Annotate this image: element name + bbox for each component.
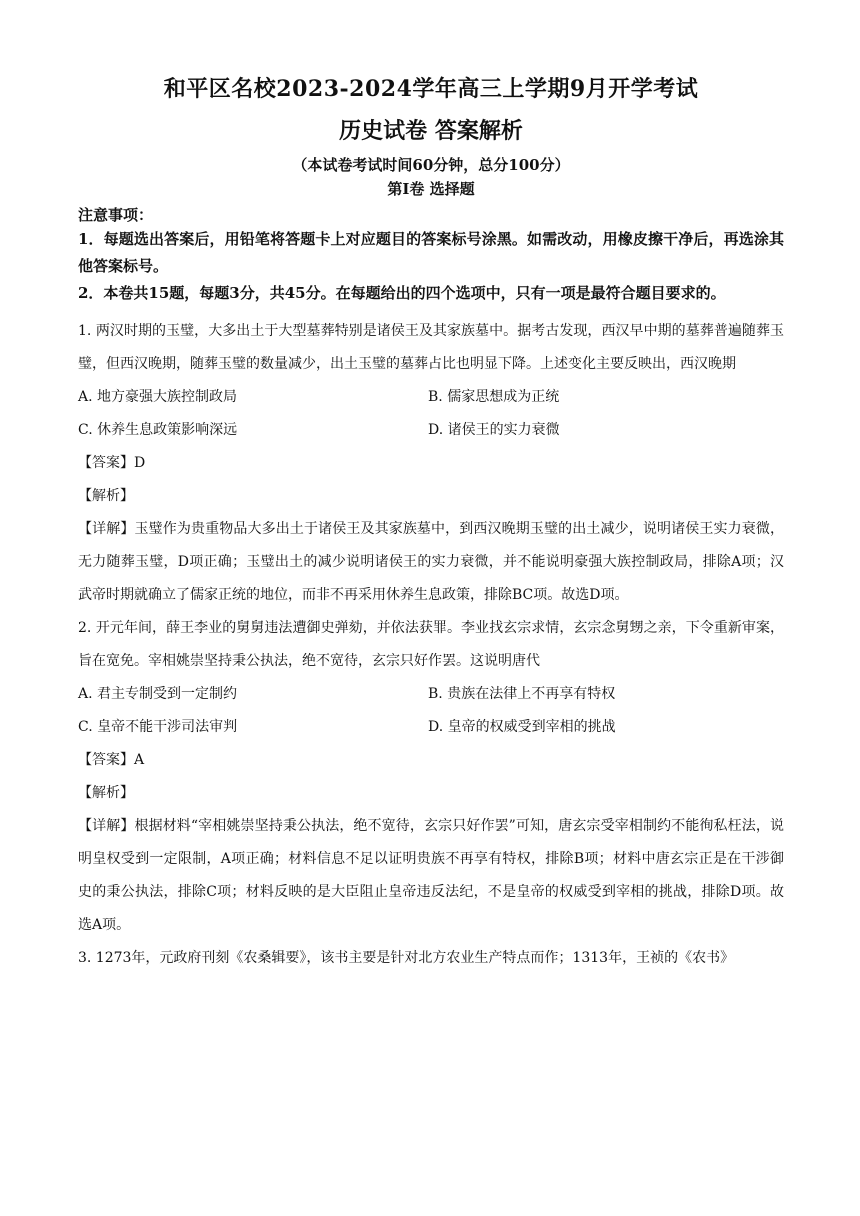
option-c: C. 休养生息政策影响深远: [78, 422, 238, 438]
notice-item: 2．本卷共15题，每题3分，共45分。在每题给出的四个选项中，只有一项是最符合题目要求的。: [78, 284, 726, 302]
option-d: D. 皇帝的权威受到宰相的挑战: [428, 719, 616, 735]
option-list: [78, 678, 784, 744]
section-title: 第Ⅰ卷 选择题: [387, 180, 475, 198]
exam-info: （本试卷考试时间60分钟，总分100分）: [292, 156, 570, 174]
option-list: [78, 381, 784, 447]
question-2: [78, 612, 784, 942]
option-a: A. 君主专制受到一定制约: [78, 686, 238, 702]
analysis-label: 【解析】: [78, 488, 134, 504]
option-a: A. 地方豪强大族控制政局: [78, 389, 238, 405]
answer-label: 【答案】A: [78, 752, 145, 768]
notice-block: [78, 204, 784, 307]
question-stem: 2. 开元年间，薛王李业的舅舅违法遭御史弹劾，并依法获罪。李业找玄宗求情，玄宗念舅甥之亲，下令重新审案，旨在宽免。宰相姚崇坚持秉公执法，绝不宽待，玄宗只好作罢。这说明唐代: [78, 620, 784, 669]
notice-title: 注意事项：: [78, 206, 154, 224]
question-stem: 3. 1273年，元政府刊刻《农桑辑要》，该书主要是针对北方农业生产特点而作；1313年，王祯的《农书》: [78, 950, 735, 966]
page-title: 和平区名校2023-2024学年高三上学期9月开学考试: [163, 76, 699, 102]
question-1: [78, 315, 784, 612]
detail-explanation: 【详解】玉璧作为贵重物品大多出土于诸侯王及其家族墓中，到西汉晚期玉璧的出土减少，说明诸侯王实力衰微，无力随葬玉璧，D项正确；玉璧出土的减少说明诸侯王的实力衰微，并不能说明豪强大族控制政局，排除A项；汉武帝时期就确立了儒家正统的地位，而非不再采用休养生息政策，排除BC项。故选D项。: [78, 521, 784, 603]
question-3: [78, 942, 784, 975]
page-subtitle: 历史试卷 答案解析: [339, 118, 523, 144]
option-b: B. 贵族在法律上不再享有特权: [428, 686, 616, 702]
option-d: D. 诸侯王的实力衰微: [428, 422, 560, 438]
detail-explanation: 【详解】根据材料“宰相姚崇坚持秉公执法，绝不宽待，玄宗只好作罢”可知，唐玄宗受宰相制约不能徇私枉法，说明皇权受到一定限制，A项正确；材料信息不足以证明贵族不再享有特权，排除B项；材料中唐玄宗正是在干涉御史的秉公执法，排除C项；材料反映的是大臣阻止皇帝违反法纪，不是皇帝的权威受到宰相的挑战，排除D项。故选A项。: [78, 818, 784, 933]
option-c: C. 皇帝不能干涉司法审判: [78, 719, 238, 735]
question-stem: 1. 两汉时期的玉璧，大多出土于大型墓葬特别是诸侯王及其家族墓中。据考古发现，西汉早中期的墓葬普遍随葬玉璧，但西汉晚期，随葬玉璧的数量减少，出土玉璧的墓葬占比也明显下降。上述变化主要反映出，西汉晚期: [78, 323, 784, 372]
notice-item: 1．每题选出答案后，用铅笔将答题卡上对应题目的答案标号涂黑。如需改动，用橡皮擦干净后，再选涂其他答案标号。: [78, 230, 784, 275]
document-page: [78, 72, 784, 975]
option-b: B. 儒家思想成为正统: [428, 389, 560, 405]
analysis-label: 【解析】: [78, 785, 134, 801]
answer-label: 【答案】D: [78, 455, 146, 471]
